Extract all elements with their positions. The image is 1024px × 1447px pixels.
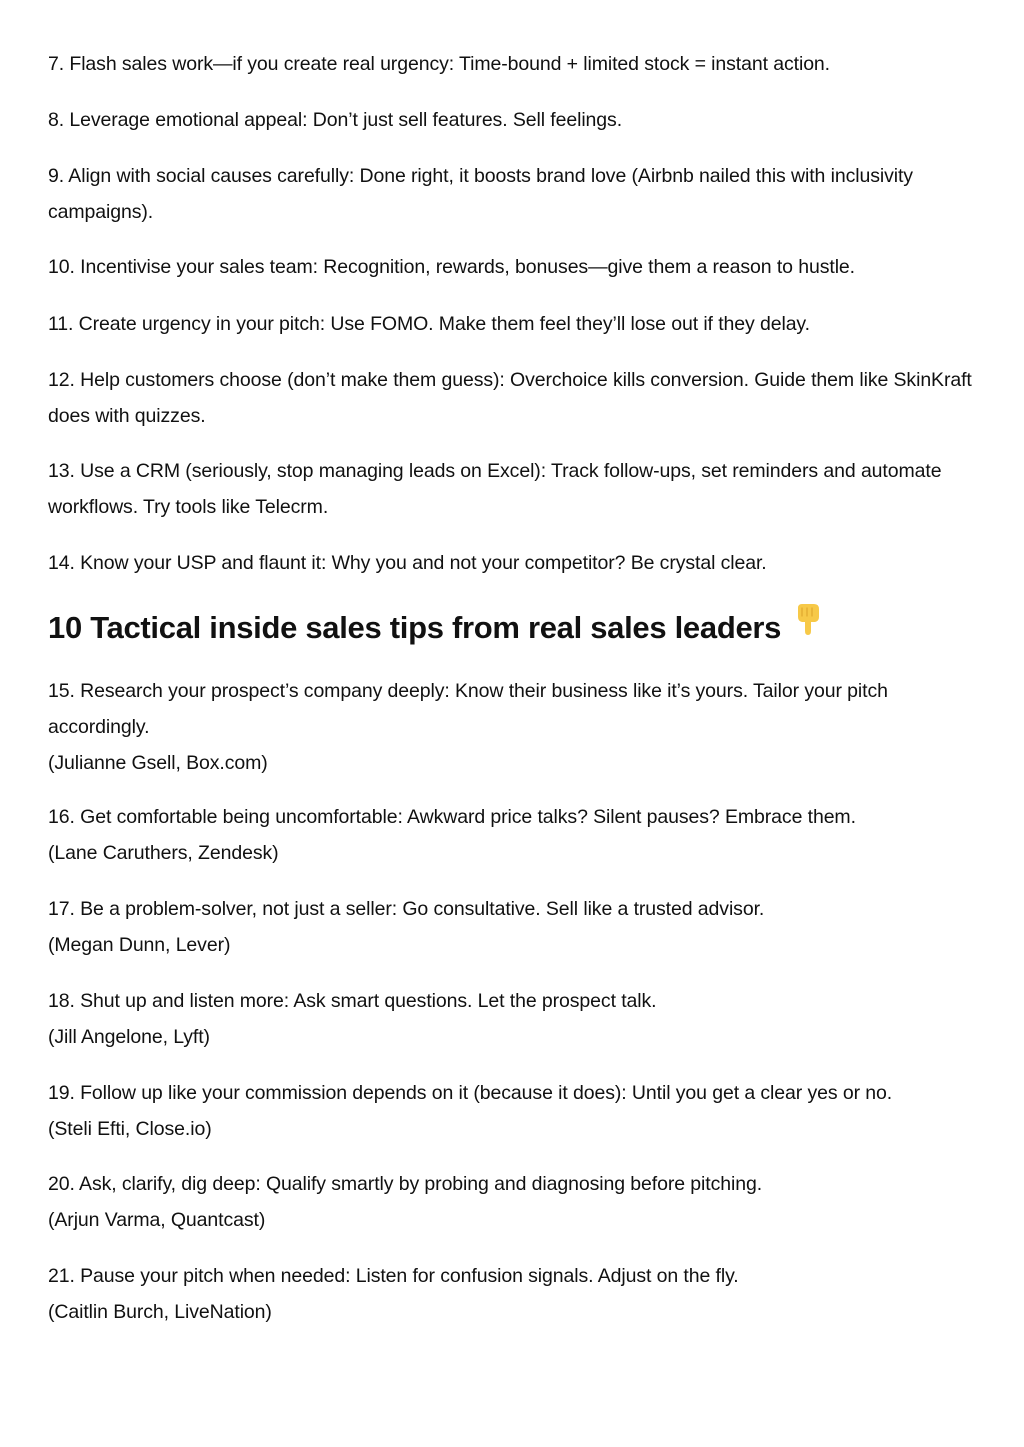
list-item <box>48 1258 988 1330</box>
tip-text: 10. Incentivise your sales team: Recognition, rewards, bonuses—give them a reason to hustle. <box>48 256 855 278</box>
pointing-down-hand-icon <box>793 602 823 650</box>
tip-source: (Lane Caruthers, Zendesk) <box>48 842 279 864</box>
tip-text: 7. Flash sales work—if you create real urgency: Time-bound + limited stock = instant action. <box>48 53 830 75</box>
tip-text: 15. Research your prospect’s company deeply: Know their business like it’s yours. Tailor your pitch accordingly. <box>48 680 888 738</box>
section-heading-text: 10 Tactical inside sales tips from real sales leaders <box>48 610 782 645</box>
list-item <box>48 1166 988 1238</box>
tip-source: (Arjun Varma, Quantcast) <box>48 1209 266 1231</box>
list-item <box>48 545 988 581</box>
tip-text: 18. Shut up and listen more: Ask smart questions. Let the prospect talk. <box>48 990 657 1012</box>
list-item <box>48 453 988 525</box>
list-item <box>48 799 988 871</box>
tip-text: 14. Know your USP and flaunt it: Why you and not your competitor? Be crystal clear. <box>48 552 767 574</box>
list-item <box>48 362 988 434</box>
list-item <box>48 306 988 342</box>
list-item <box>48 983 988 1055</box>
tip-source: (Jill Angelone, Lyft) <box>48 1026 210 1048</box>
list-item <box>48 1075 988 1147</box>
tip-source: (Caitlin Burch, LiveNation) <box>48 1301 272 1323</box>
tip-text: 16. Get comfortable being uncomfortable: Awkward price talks? Silent pauses? Embrace them. <box>48 806 856 828</box>
tip-text: 8. Leverage emotional appeal: Don’t just sell features. Sell feelings. <box>48 109 623 131</box>
tip-source: (Megan Dunn, Lever) <box>48 934 231 956</box>
tip-text: 19. Follow up like your commission depends on it (because it does): Until you get a clear yes or no. <box>48 1082 893 1104</box>
tip-source: (Julianne Gsell, Box.com) <box>48 752 268 774</box>
tip-text: 13. Use a CRM (seriously, stop managing leads on Excel): Track follow-ups, set reminders and automate workflows. Try tools like Telecrm. <box>48 460 942 518</box>
tip-text: 21. Pause your pitch when needed: Listen for confusion signals. Adjust on the fly. <box>48 1265 739 1287</box>
list-item <box>48 249 988 285</box>
list-item <box>48 891 988 963</box>
list-item <box>48 102 988 138</box>
tip-text: 11. Create urgency in your pitch: Use FOMO. Make them feel they’ll lose out if they delay. <box>48 313 810 335</box>
tip-text: 20. Ask, clarify, dig deep: Qualify smartly by probing and diagnosing before pitching. <box>48 1173 763 1195</box>
tip-text: 12. Help customers choose (don’t make them guess): Overchoice kills conversion. Guide them like SkinKraft does with quizzes. <box>48 369 972 427</box>
list-item <box>48 158 988 230</box>
tip-text: 17. Be a problem-solver, not just a seller: Go consultative. Sell like a trusted advisor. <box>48 898 765 920</box>
tip-source: (Steli Efti, Close.io) <box>48 1118 212 1140</box>
list-item <box>48 673 988 781</box>
list-item <box>48 46 988 82</box>
section-heading <box>48 604 823 652</box>
tip-text: 9. Align with social causes carefully: Done right, it boosts brand love (Airbnb nailed this with inclusivity campaigns). <box>48 165 913 223</box>
